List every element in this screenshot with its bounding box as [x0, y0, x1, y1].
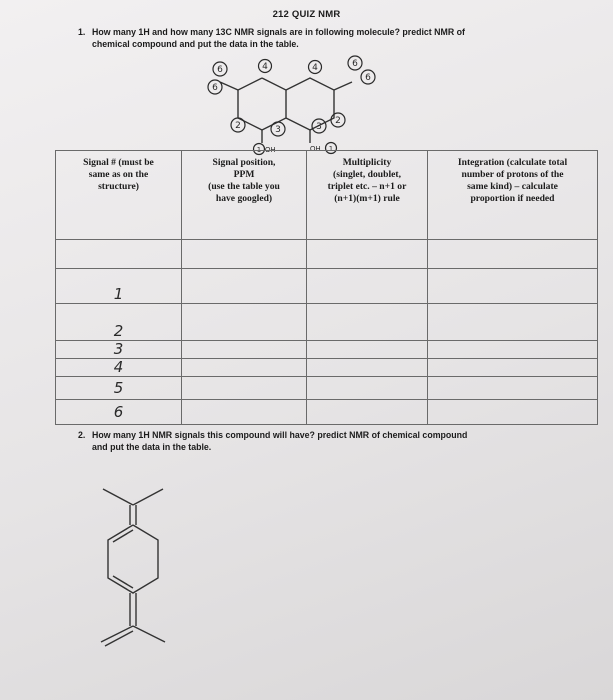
signal-number-cell: 2 — [56, 304, 182, 341]
annotation-label: 1 — [256, 146, 262, 154]
annotation-label: 3 — [275, 125, 281, 135]
annotation-label: 4 — [262, 62, 268, 72]
header-multiplicity: Multiplicity (singlet, doublet, triplet etc. – n+1 or (n+1)(m+1) rule — [307, 151, 428, 240]
annotation-label: 2 — [235, 121, 241, 131]
annotation-label: 1 — [328, 145, 334, 153]
signal-number-cell: 3 — [56, 341, 182, 359]
oh-label-right: OH — [310, 146, 321, 153]
annotation-label: 2 — [335, 116, 341, 126]
question-1-number: 1. — [78, 27, 86, 37]
page-title: 212 QUIZ NMR — [272, 9, 341, 20]
signal-number-cell: 4 — [56, 359, 182, 377]
header-signal-position: Signal position, PPM (use the table you have googled) — [182, 151, 307, 240]
header-integration: Integration (calculate total number of protons of the same kind) – calculate proportion if needed — [428, 151, 598, 240]
header-signal-number: Signal # (must be same as on the structure) — [56, 151, 182, 240]
question-2-line1: How many 1H NMR signals this compound will have? predict NMR of chemical compound — [92, 430, 468, 440]
signal-number-cell: 5 — [56, 377, 182, 400]
signal-number-cell: 1 — [56, 269, 182, 304]
signal-number-cell: 6 — [56, 400, 182, 425]
molecule-2-bonds — [101, 489, 165, 646]
annotation-label: 6 — [212, 83, 218, 93]
question-2-number: 2. — [78, 430, 86, 440]
annotation-label: 3 — [316, 122, 322, 132]
question-1-line2: chemical compound and put the data in the table. — [92, 39, 299, 49]
annotation-label: 6 — [365, 73, 371, 83]
question-1-line1: How many 1H and how many 13C NMR signals are in following molecule? predict NMR of — [92, 27, 465, 37]
annotation-label: 6 — [217, 65, 223, 75]
annotation-label: 4 — [312, 63, 318, 73]
question-2-line2: and put the data in the table. — [92, 442, 212, 452]
oh-label-left: OH — [265, 147, 276, 154]
annotation-label: 6 — [352, 59, 358, 69]
